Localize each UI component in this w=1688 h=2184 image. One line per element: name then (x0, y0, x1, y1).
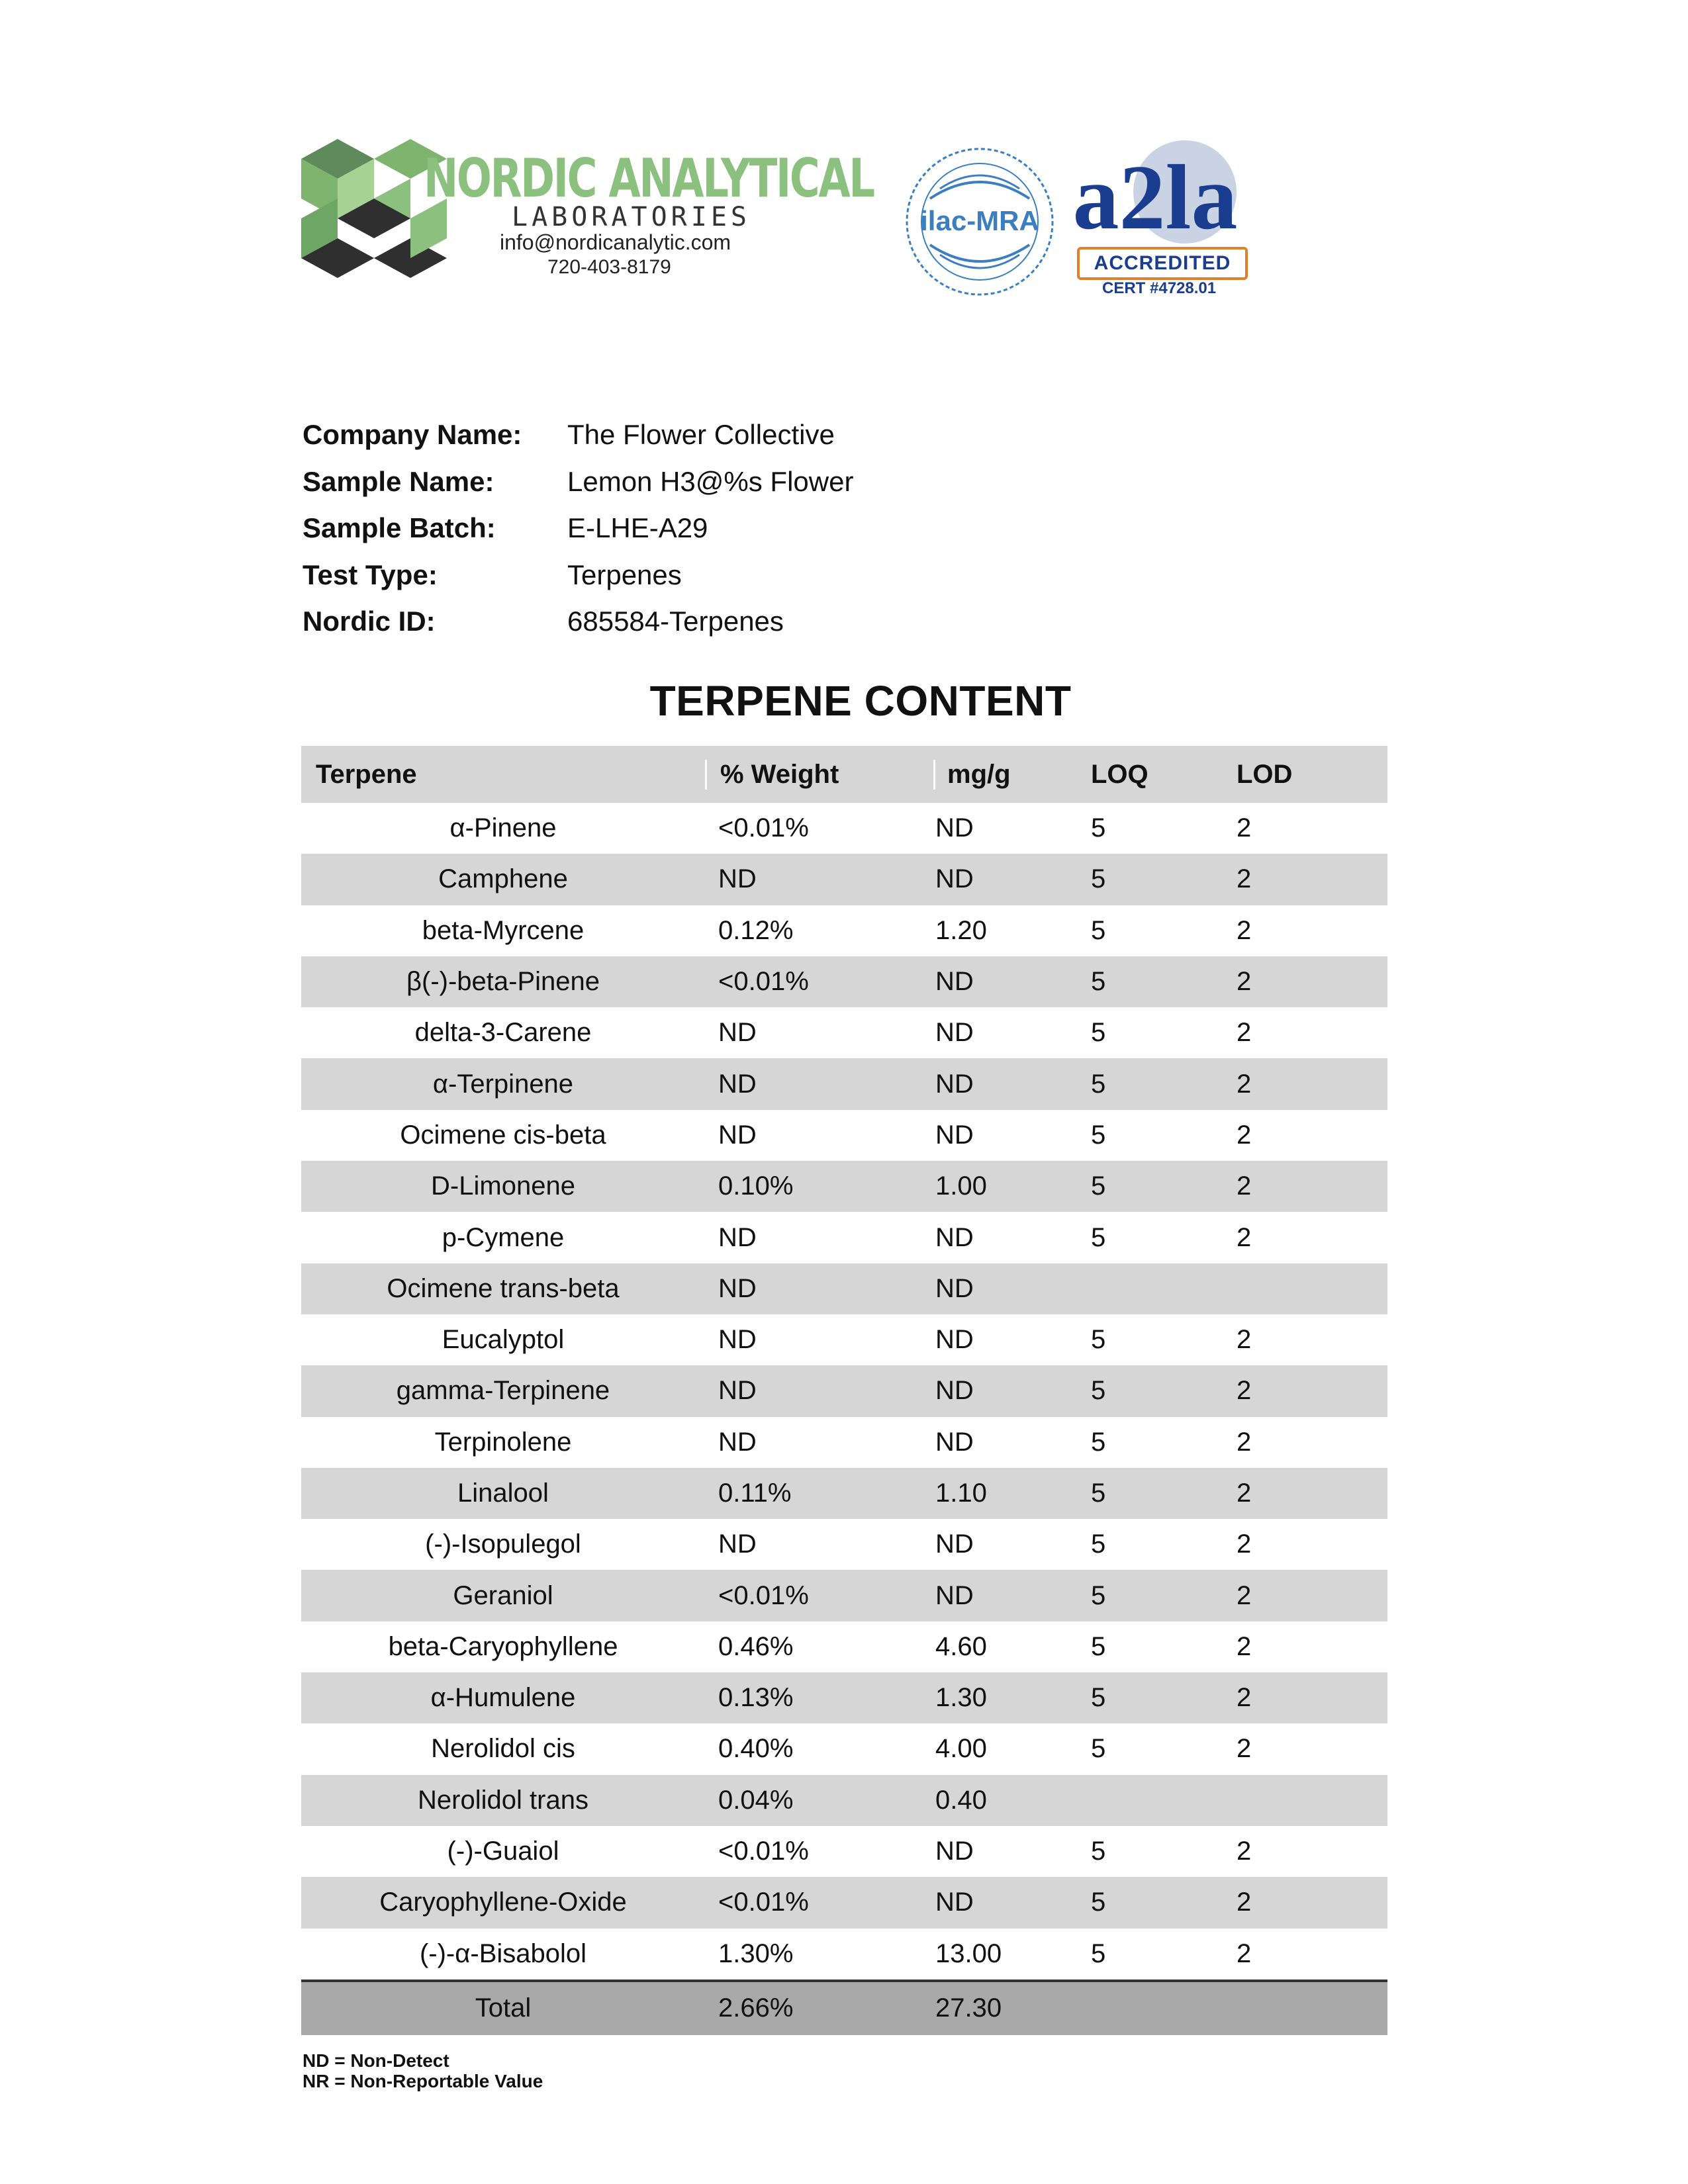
table-cell: ND (935, 1529, 974, 1559)
table-cell: ND (718, 1273, 757, 1303)
table-cell: ND (718, 1018, 757, 1048)
table-cell: ND (718, 1325, 757, 1355)
table-cell: 2.66% (718, 1993, 794, 2023)
accredited-badge: ACCREDITED (1077, 247, 1248, 280)
footnote: NR = Non-Reportable Value (303, 2071, 543, 2091)
table-cell: 5 (1091, 1631, 1106, 1661)
table-cell: 0.12% (718, 915, 794, 945)
table-cell: 2 (1237, 1120, 1252, 1150)
table-cell: 2 (1237, 915, 1252, 945)
table-cell: ND (935, 1222, 974, 1252)
ilac-mra-seal-icon (904, 146, 1056, 298)
table-cell: <0.01% (718, 1888, 809, 1917)
table-row (301, 1570, 1387, 1621)
table-cell: 1.10 (935, 1479, 987, 1508)
a2la-seal-icon (1062, 139, 1248, 245)
footnote: ND = Non-Detect (303, 2050, 449, 2071)
table-cell: D-Limonene (431, 1171, 575, 1201)
table-cell: ND (935, 1120, 974, 1150)
table-cell: 2 (1237, 1376, 1252, 1406)
table-cell: beta-Caryophyllene (388, 1631, 618, 1661)
info-value: E-LHE-A29 (567, 512, 708, 544)
table-cell: 2 (1237, 1631, 1252, 1661)
table-cell: 0.46% (718, 1631, 794, 1661)
table-row (301, 1877, 1387, 1928)
table-cell: ND (935, 1069, 974, 1099)
table-cell: 2 (1237, 1683, 1252, 1713)
table-cell: Linalool (457, 1479, 549, 1508)
column-header: % Weight (705, 760, 935, 790)
table-cell: 0.11% (718, 1479, 792, 1508)
table-total-row (301, 1979, 1387, 2035)
table-cell: 2 (1237, 967, 1252, 997)
table-row (301, 1058, 1387, 1109)
table-row (301, 1621, 1387, 1672)
table-cell: ND (935, 1376, 974, 1406)
table-cell: 5 (1091, 1171, 1106, 1201)
table-row (301, 905, 1387, 956)
table-cell: ND (718, 1427, 757, 1457)
table-row (301, 1212, 1387, 1263)
table-cell: β(-)-beta-Pinene (406, 967, 600, 997)
table-cell: Geraniol (453, 1580, 553, 1610)
table-row (301, 1723, 1387, 1774)
table-cell: 5 (1091, 1683, 1106, 1713)
table-cell: ND (718, 1376, 757, 1406)
table-cell: 4.00 (935, 1734, 987, 1764)
table-row (301, 1007, 1387, 1058)
table-row (301, 1672, 1387, 1723)
table-cell: ND (935, 1325, 974, 1355)
table-cell: <0.01% (718, 967, 809, 997)
info-row-test-type (303, 552, 853, 599)
table-cell: 0.40% (718, 1734, 794, 1764)
table-row (301, 1929, 1387, 1979)
info-value: The Flower Collective (567, 419, 835, 451)
table-cell: ND (935, 1837, 974, 1866)
table-cell: ND (718, 1222, 757, 1252)
info-row-sample-batch (303, 505, 853, 552)
table-cell: 4.60 (935, 1631, 987, 1661)
table-cell: 2 (1237, 1171, 1252, 1201)
table-row (301, 1417, 1387, 1468)
table-cell: Eucalyptol (442, 1325, 565, 1355)
table-cell: 2 (1237, 1734, 1252, 1764)
table-cell: ND (935, 813, 974, 843)
column-header: mg/g (947, 759, 1011, 789)
lab-phone: 720-403-8179 (547, 256, 671, 278)
table-cell: α-Humulene (430, 1683, 576, 1713)
table-cell: 13.00 (935, 1938, 1002, 1968)
table-cell: 0.04% (718, 1785, 794, 1815)
table-cell: <0.01% (718, 1837, 809, 1866)
column-header: LOD (1237, 759, 1293, 789)
table-cell: α-Pinene (449, 813, 557, 843)
ilac-text: ilac-MRA (920, 205, 1039, 236)
table-cell: (-)-α-Bisabolol (419, 1938, 587, 1968)
table-cell: 5 (1091, 967, 1106, 997)
table-cell: 1.00 (935, 1171, 987, 1201)
table-cell: Terpinolene (434, 1427, 572, 1457)
accreditation-seals (904, 139, 1261, 311)
table-cell: 1.20 (935, 915, 987, 945)
table-cell: 2 (1237, 1222, 1252, 1252)
table-cell: ND (935, 1427, 974, 1457)
table-cell: (-)-Isopulegol (425, 1529, 581, 1559)
table-cell: 2 (1237, 1938, 1252, 1968)
table-cell: 5 (1091, 1529, 1106, 1559)
table-row (301, 956, 1387, 1007)
table-row (301, 1161, 1387, 1212)
table-cell: 27.30 (935, 1993, 1002, 2023)
info-label: Nordic ID: (303, 606, 436, 637)
table-row (301, 1365, 1387, 1416)
table-cell: ND (935, 1273, 974, 1303)
table-cell: beta-Myrcene (422, 915, 585, 945)
table-cell: 2 (1237, 1018, 1252, 1048)
table-cell: ND (935, 864, 974, 894)
table-cell: 2 (1237, 1580, 1252, 1610)
table-row (301, 1775, 1387, 1826)
table-cell: 5 (1091, 1376, 1106, 1406)
table-cell: 2 (1237, 1427, 1252, 1457)
table-cell: 5 (1091, 1888, 1106, 1917)
info-row-nordic-id (303, 598, 853, 645)
table-cell: 1.30% (718, 1938, 794, 1968)
table-cell: ND (718, 864, 757, 894)
table-cell: ND (718, 1069, 757, 1099)
table-header-row (301, 746, 1387, 803)
table-cell: 2 (1237, 1325, 1252, 1355)
terpene-table (301, 746, 1387, 2035)
table-cell: 2 (1237, 1069, 1252, 1099)
table-cell: 2 (1237, 1529, 1252, 1559)
info-value: 685584-Terpenes (567, 606, 784, 637)
table-cell: <0.01% (718, 813, 809, 843)
table-cell: 5 (1091, 1120, 1106, 1150)
table-cell: Ocimene trans-beta (387, 1273, 620, 1303)
lab-email: info@nordicanalytic.com (500, 230, 731, 254)
table-cell: ND (718, 1529, 757, 1559)
table-cell: 5 (1091, 1580, 1106, 1610)
lab-subtitle: LABORATORIES (512, 202, 751, 232)
table-cell: Nerolidol trans (418, 1785, 588, 1815)
table-cell: ND (935, 1580, 974, 1610)
table-row (301, 854, 1387, 905)
table-cell: ND (935, 1018, 974, 1048)
sample-info (303, 412, 853, 645)
table-cell: 2 (1237, 1479, 1252, 1508)
cert-number: CERT #4728.01 (1102, 279, 1217, 297)
table-cell: 5 (1091, 1018, 1106, 1048)
table-cell: 2 (1237, 1837, 1252, 1866)
column-header: Terpene (316, 759, 417, 789)
lab-logo (301, 136, 874, 288)
table-cell: 0.10% (718, 1171, 794, 1201)
table-cell: ND (935, 967, 974, 997)
table-cell: Caryophyllene-Oxide (379, 1888, 627, 1917)
table-row (301, 1314, 1387, 1365)
table-cell: 5 (1091, 813, 1106, 843)
info-label: Sample Name: (303, 465, 494, 497)
table-cell: α-Terpinene (432, 1069, 574, 1099)
table-row (301, 1826, 1387, 1877)
info-value: Lemon H3@%s Flower (567, 465, 854, 497)
table-cell: Total (475, 1993, 532, 2023)
table-body (301, 803, 1387, 1979)
table-row (301, 1468, 1387, 1519)
table-cell: 2 (1237, 813, 1252, 843)
info-row-company (303, 412, 853, 459)
table-cell: delta-3-Carene (414, 1018, 592, 1048)
info-value: Terpenes (567, 559, 682, 590)
table-cell: ND (718, 1120, 757, 1150)
table-cell: (-)-Guaiol (447, 1837, 559, 1866)
table-cell: <0.01% (718, 1580, 809, 1610)
table-cell: 1.30 (935, 1683, 987, 1713)
table-cell: gamma-Terpinene (396, 1376, 610, 1406)
info-label: Sample Batch: (303, 512, 496, 544)
lab-name: NORDIC ANALYTICAL (424, 148, 874, 209)
table-row (301, 1110, 1387, 1161)
table-cell: Nerolidol cis (431, 1734, 575, 1764)
table-cell: 2 (1237, 1888, 1252, 1917)
column-header: LOQ (1091, 759, 1149, 789)
table-cell: 5 (1091, 915, 1106, 945)
page-title: TERPENE CONTENT (649, 677, 1072, 725)
table-cell: 0.40 (935, 1785, 987, 1815)
table-cell: 5 (1091, 1938, 1106, 1968)
table-row (301, 803, 1387, 854)
a2la-text: a2la (1072, 146, 1238, 245)
table-cell: 5 (1091, 1734, 1106, 1764)
info-label: Company Name: (303, 419, 522, 451)
table-cell: 5 (1091, 1325, 1106, 1355)
table-cell: Camphene (438, 864, 568, 894)
table-cell: 5 (1091, 1222, 1106, 1252)
table-cell: 5 (1091, 1837, 1106, 1866)
table-row (301, 1263, 1387, 1314)
table-cell: p-Cymene (442, 1222, 565, 1252)
table-cell: 5 (1091, 1427, 1106, 1457)
info-label: Test Type: (303, 559, 438, 590)
table-cell: 2 (1237, 864, 1252, 894)
table-cell: 0.13% (718, 1683, 794, 1713)
table-row (301, 1519, 1387, 1570)
table-cell: ND (935, 1888, 974, 1917)
footnotes (303, 2050, 543, 2091)
table-cell: 5 (1091, 1479, 1106, 1508)
table-cell: Ocimene cis-beta (400, 1120, 606, 1150)
table-cell: 5 (1091, 864, 1106, 894)
info-row-sample-name (303, 459, 853, 506)
table-cell: 5 (1091, 1069, 1106, 1099)
